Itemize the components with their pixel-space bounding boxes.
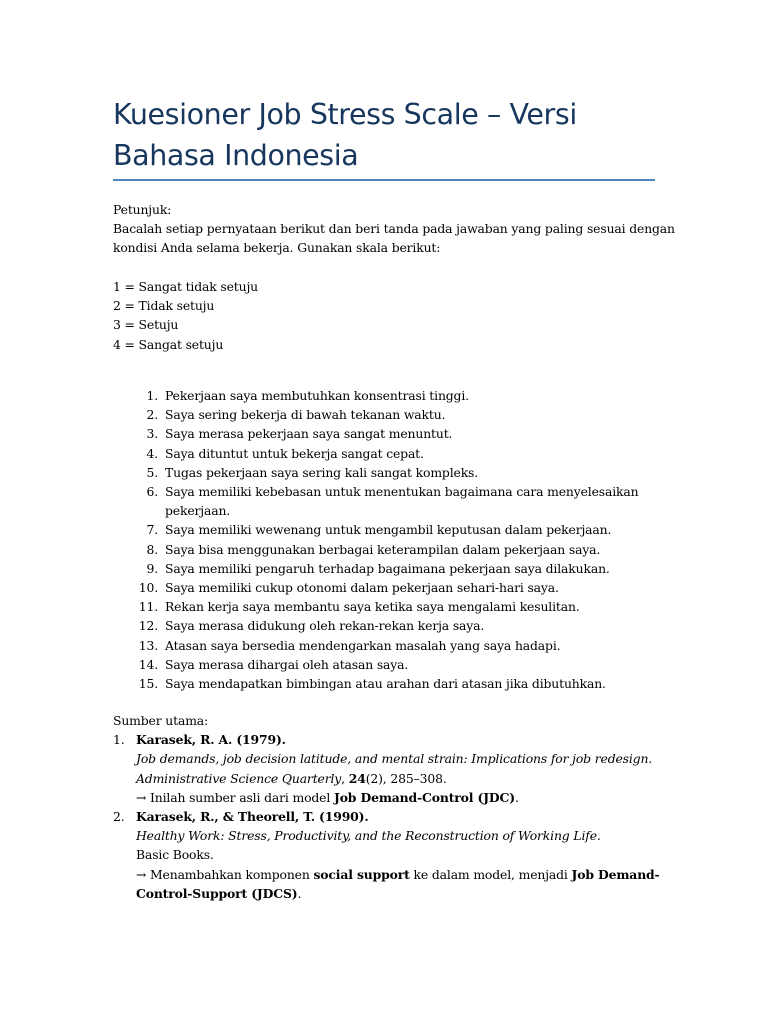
scale-item: 2 = Tidak setuju bbox=[113, 298, 215, 314]
note-emphasis: Control-Support (JDCS) bbox=[136, 885, 298, 901]
question-item bbox=[113, 463, 658, 482]
instructions bbox=[113, 200, 675, 258]
reference-number: 1. bbox=[113, 732, 125, 748]
question-text: Saya memiliki pengaruh terhadap bagaimana pekerjaan saya dilakukan. bbox=[165, 560, 610, 576]
question-text: Pekerjaan saya membutuhkan konsentrasi tinggi. bbox=[165, 388, 469, 403]
question-item bbox=[113, 655, 658, 674]
reference-author: Karasek, R. A. (1979). bbox=[136, 732, 286, 748]
reference-title: Job demands, job decision latitude, and mental strain: Implications for job redesign. bbox=[136, 751, 653, 767]
question-number: 7. bbox=[146, 522, 158, 538]
question-list bbox=[113, 386, 658, 693]
question-number: 3. bbox=[146, 426, 158, 442]
scale-item: 1 = Sangat tidak setuju bbox=[113, 279, 258, 294]
question-number: 9. bbox=[146, 560, 158, 576]
question-number: 15. bbox=[138, 676, 158, 692]
scale-item: 3 = Setuju bbox=[113, 317, 179, 333]
reference-item bbox=[113, 730, 658, 807]
reference-body bbox=[136, 807, 660, 903]
question-text: Saya merasa pekerjaan saya sangat menuntut. bbox=[165, 426, 453, 442]
reference-title: Healthy Work: Stress, Productivity, and the Reconstruction of Working Life. bbox=[136, 828, 601, 844]
question-item bbox=[113, 616, 658, 635]
question-text-line: Saya memiliki kebebasan untuk menentukan bagaimana cara menyelesaikan bbox=[165, 484, 639, 500]
question-text: Saya memiliki wewenang untuk mengambil keputusan dalam pekerjaan. bbox=[165, 522, 612, 538]
question-text: Saya sering bekerja di bawah tekanan waktu. bbox=[165, 407, 446, 423]
question-number: 4. bbox=[146, 445, 158, 461]
note-text: ke dalam model, menjadi bbox=[409, 866, 572, 882]
reference-pages: (2), 285–308. bbox=[365, 770, 447, 786]
question-item bbox=[113, 520, 658, 539]
reference-publisher: Basic Books. bbox=[136, 847, 214, 863]
question-text: Atasan saya bersedia mendengarkan masalah yang saya hadapi. bbox=[165, 637, 561, 653]
reference-note-continued bbox=[136, 884, 656, 903]
question-text: Rekan kerja saya membantu saya ketika saya mengalami kesulitan. bbox=[165, 599, 580, 615]
title-line-1: Kuesioner Job Stress Scale – Versi bbox=[113, 98, 577, 131]
question-item bbox=[113, 578, 658, 597]
note-text: → Inilah sumber asli dari model bbox=[136, 789, 334, 805]
reference-author: Karasek, R., & Theorell, T. (1990). bbox=[136, 809, 369, 825]
reference-item bbox=[113, 807, 658, 903]
note-emphasis: social support bbox=[313, 866, 410, 882]
question-text: Saya dituntut untuk bekerja sangat cepat. bbox=[165, 445, 424, 461]
question-number: 6. bbox=[146, 484, 158, 500]
instructions-label: Petunjuk: bbox=[113, 202, 172, 217]
question-text: Saya mendapatkan bimbingan atau arahan dari atasan jika dibutuhkan. bbox=[165, 676, 606, 692]
question-number: 12. bbox=[138, 618, 158, 634]
references-label: Sumber utama: bbox=[113, 713, 209, 728]
instructions-line-2: kondisi Anda selama bekerja. Gunakan skala berikut: bbox=[113, 240, 441, 256]
references bbox=[113, 711, 658, 903]
title-line-2: Bahasa Indonesia bbox=[113, 139, 359, 172]
reference-body bbox=[136, 730, 656, 807]
instructions-line-1: Bacalah setiap pernyataan berikut dan beri tanda pada jawaban yang paling sesuai dengan bbox=[113, 221, 675, 237]
question-text: Saya merasa didukung oleh rekan-rekan kerja saya. bbox=[165, 618, 485, 634]
document-title bbox=[113, 94, 658, 176]
question-number: 13. bbox=[138, 637, 158, 653]
question-item bbox=[113, 386, 658, 405]
scale-legend bbox=[113, 277, 658, 354]
reference-journal-line bbox=[136, 769, 656, 788]
question-item bbox=[113, 482, 658, 520]
question-number: 11. bbox=[138, 599, 158, 615]
question-text: Saya memiliki cukup otonomi dalam pekerjaan sehari-hari saya. bbox=[165, 580, 559, 596]
question-number: 10. bbox=[138, 580, 158, 596]
reference-separator: , bbox=[341, 770, 349, 786]
question-text: Tugas pekerjaan saya sering kali sangat kompleks. bbox=[165, 464, 479, 480]
reference-volume: 24 bbox=[348, 770, 366, 786]
note-text: . bbox=[514, 789, 519, 805]
question-item bbox=[113, 405, 658, 424]
question-item bbox=[113, 674, 658, 693]
question-text-line: pekerjaan. bbox=[165, 503, 231, 519]
question-item bbox=[113, 597, 658, 616]
question-text: Saya bisa menggunakan berbagai keterampilan dalam pekerjaan saya. bbox=[165, 541, 601, 557]
question-item bbox=[113, 636, 658, 655]
question-number: 14. bbox=[138, 656, 158, 672]
scale-item: 4 = Sangat setuju bbox=[113, 336, 224, 352]
note-emphasis: Job Demand-Control (JDC) bbox=[333, 789, 515, 805]
reference-note bbox=[136, 865, 660, 884]
question-item bbox=[113, 559, 658, 578]
question-number: 8. bbox=[146, 541, 158, 557]
note-text: → Menambahkan komponen bbox=[136, 866, 314, 882]
question-number: 5. bbox=[146, 464, 158, 480]
question-item bbox=[113, 444, 658, 463]
title-underline bbox=[113, 179, 655, 181]
reference-journal: Administrative Science Quarterly bbox=[136, 770, 342, 786]
question-item bbox=[113, 424, 658, 443]
question-text: Saya merasa dihargai oleh atasan saya. bbox=[165, 656, 409, 672]
reference-number: 2. bbox=[113, 809, 125, 825]
note-text: . bbox=[297, 885, 302, 901]
question-text bbox=[158, 482, 655, 520]
note-emphasis: Job Demand- bbox=[571, 866, 660, 882]
question-item bbox=[113, 540, 658, 559]
question-number: 2. bbox=[146, 407, 158, 423]
reference-note bbox=[136, 788, 656, 807]
question-number: 1. bbox=[146, 388, 158, 403]
